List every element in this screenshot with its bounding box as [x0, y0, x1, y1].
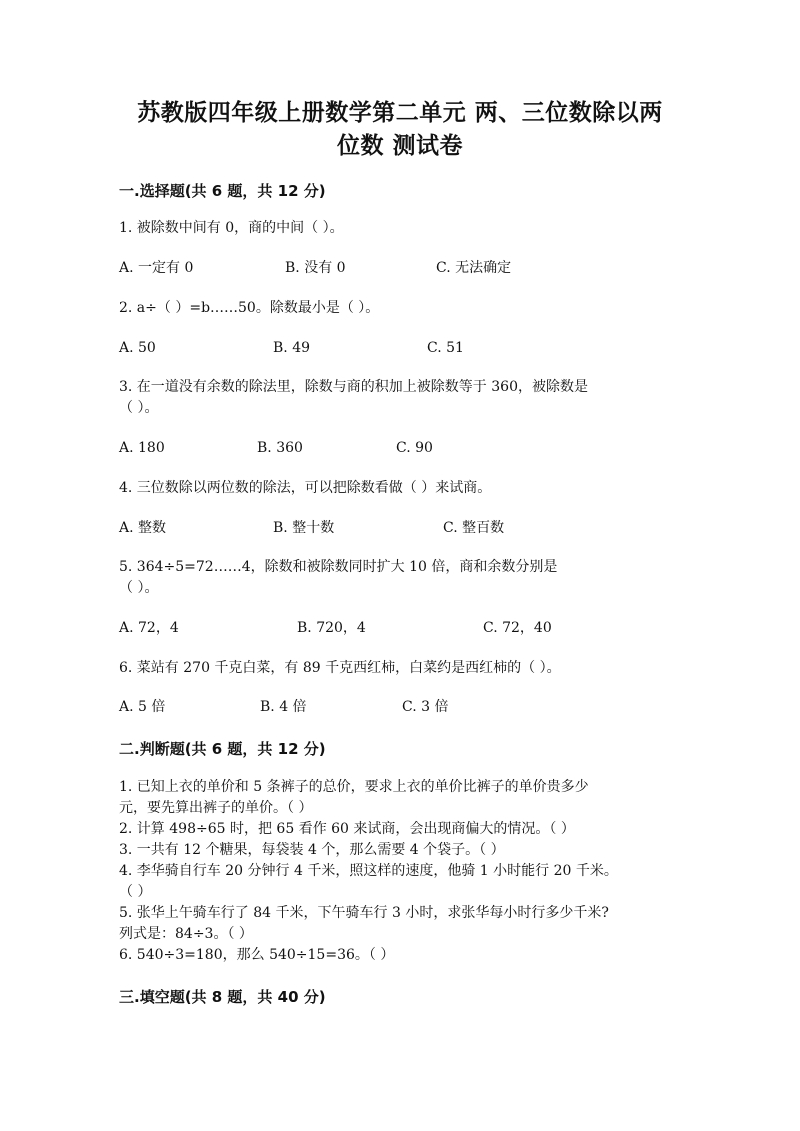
- question-1: 1. 被除数中间有 0，商的中间（ ）。: [119, 220, 344, 236]
- option-3b: B. 360: [257, 440, 303, 456]
- judgement-line-1: 1. 已知上衣的单价和 5 条裤子的总价，要求上衣的单价比裤子的单价贵多少: [119, 779, 589, 795]
- option-4c: C. 整百数: [443, 520, 505, 536]
- option-4a: A. 整数: [119, 520, 167, 536]
- judgement-line-3: 2. 计算 498÷65 时，把 65 看作 60 来试商，会出现商偏大的情况。（ ）: [119, 821, 575, 837]
- option-5a: A. 72，4: [119, 620, 179, 636]
- judgement-line-8: 列式是：84÷3。（ ）: [119, 926, 253, 942]
- option-1b: B. 没有 0: [285, 260, 346, 276]
- option-1c: C. 无法确定: [436, 260, 512, 276]
- option-6c: C. 3 倍: [402, 699, 449, 715]
- option-2c: C. 51: [427, 340, 464, 356]
- judgement-line-7: 5. 张华上午骑车行了 84 千米，下午骑车行 3 小时，求张华每小时行多少千米?: [119, 905, 609, 921]
- section-heading-fill-in: 三.填空题(共 8 题，共 40 分): [119, 988, 326, 1006]
- judgement-line-6: （ ）: [119, 884, 152, 900]
- option-5b: B. 720，4: [297, 620, 366, 636]
- option-1a: A. 一定有 0: [119, 260, 194, 276]
- question-4: 4. 三位数除以两位数的除法，可以把除数看做（ ）来试商。: [119, 480, 492, 496]
- page-title: [100, 97, 700, 163]
- option-6b: B. 4 倍: [260, 699, 307, 715]
- section-heading-choice: 一.选择题(共 6 题，共 12 分): [119, 182, 326, 200]
- section-heading-judgement: 二.判断题(共 6 题，共 12 分): [119, 740, 326, 758]
- option-2b: B. 49: [273, 340, 311, 356]
- option-4b: B. 整十数: [273, 520, 335, 536]
- judgement-line-5: 4. 李华骑自行车 20 分钟行 4 千米，照这样的速度，他骑 1 小时能行 20 千米。: [119, 863, 618, 879]
- title-line-1: 苏教版四年级上册数学第二单元 两、三位数除以两: [137, 100, 663, 126]
- question-2: 2. a÷（ ）=b……50。除数最小是（ ）。: [119, 300, 380, 316]
- question-5-line-1: 5. 364÷5=72……4，除数和被除数同时扩大 10 倍，商和余数分别是: [119, 559, 558, 575]
- option-5c: C. 72，40: [483, 620, 552, 636]
- judgement-line-9: 6. 540÷3=180，那么 540÷15=36。（ ）: [119, 947, 395, 963]
- question-3-line-2: （ ）。: [119, 400, 159, 416]
- option-6a: A. 5 倍: [119, 699, 166, 715]
- question-6: 6. 菜站有 270 千克白菜，有 89 千克西红柿，白菜约是西红柿的（ ）。: [119, 660, 561, 676]
- title-line-2: 位数 测试卷: [336, 133, 463, 159]
- option-2a: A. 50: [119, 340, 156, 356]
- question-3-line-1: 3. 在一道没有余数的除法里，除数与商的积加上被除数等于 360，被除数是: [119, 379, 588, 395]
- option-3a: A. 180: [119, 440, 165, 456]
- judgement-line-2: 元，要先算出裤子的单价。（ ）: [119, 800, 313, 816]
- question-5-line-2: （ ）。: [119, 580, 159, 596]
- judgement-line-4: 3. 一共有 12 个糖果，每袋装 4 个，那么需要 4 个袋子。（ ）: [119, 842, 505, 858]
- option-3c: C. 90: [396, 440, 433, 456]
